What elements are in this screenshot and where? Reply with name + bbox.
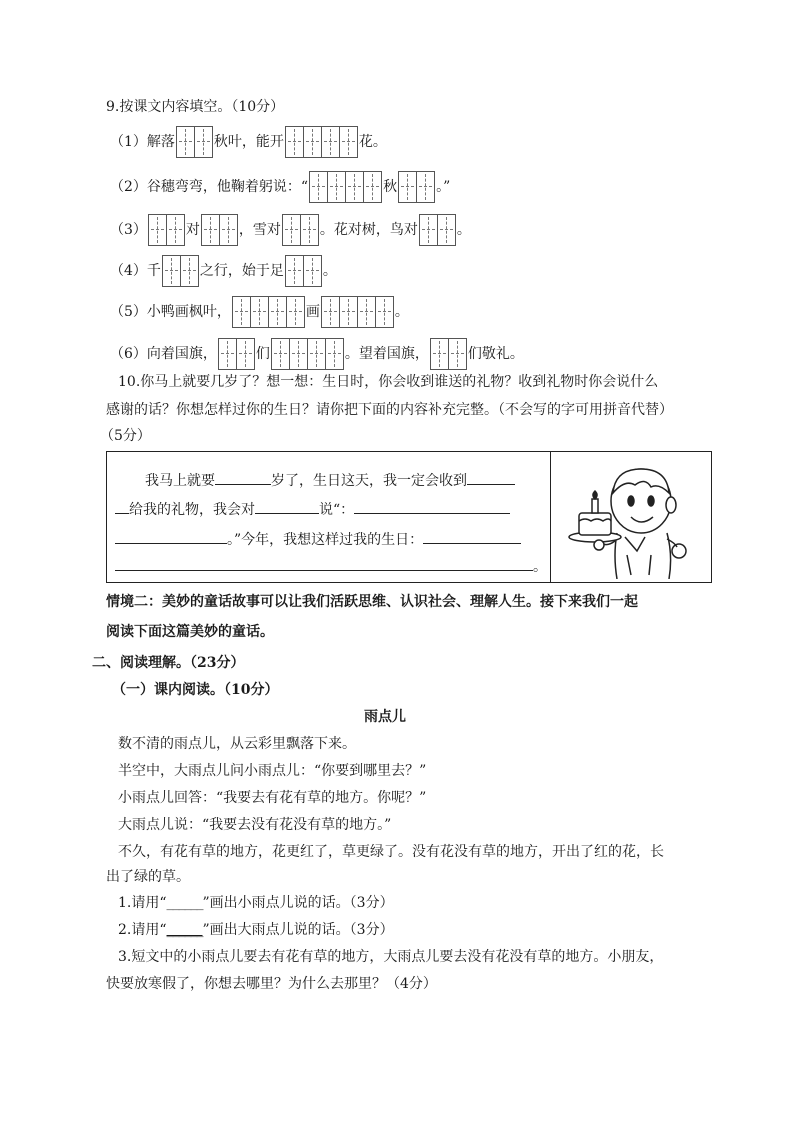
story-paragraph: 不久，有花有草的地方，花更红了，草更绿了。没有花没有草的地方，开出了红的花，长 <box>118 844 664 860</box>
thanks-blank[interactable] <box>354 499 510 514</box>
tian-grid[interactable] <box>321 296 394 328</box>
tian-grid[interactable] <box>218 338 255 370</box>
tian-grid[interactable] <box>176 126 213 158</box>
section2-subtitle: （一）课内阅读。（10分） <box>112 682 279 698</box>
reading-question-2: 2.请用“______”画出大雨点儿说的话。（3分） <box>118 922 394 938</box>
tian-grid[interactable] <box>201 214 238 246</box>
section2-title: 二、阅读理解。（23分） <box>92 655 245 671</box>
reading-question-3-line2: 快要放寒假了，你想去哪里？为什么去那里？（4分） <box>106 976 437 992</box>
birthday-fill-box: 我马上就要 岁了，生日这天，我一定会收到 给我的礼物，我会对 说“： 。”今年，我想这样过我的生日： 。 <box>106 451 712 583</box>
plan-blank[interactable] <box>423 529 521 544</box>
situation-line2: 阅读下面这篇美妙的童话。 <box>106 624 274 640</box>
tian-grid[interactable] <box>232 296 305 328</box>
tian-grid[interactable] <box>430 338 467 370</box>
story-paragraph: 大雨点儿说：“我要去没有花没有草的地方。” <box>118 817 392 833</box>
giver-blank[interactable] <box>467 470 515 485</box>
q9-title: 9.按课文内容填空。（10分） <box>106 99 285 115</box>
tian-grid[interactable] <box>309 171 382 203</box>
story-title: 雨点儿 <box>364 709 406 725</box>
story-paragraph: 出了绿的草。 <box>106 869 190 885</box>
q9-item-1: （1）解落 秋叶，能开 花。 <box>110 126 387 158</box>
tian-grid[interactable] <box>271 338 344 370</box>
item-number: （1） <box>110 134 147 150</box>
q9-item-3: （3） 对 ，雪对 。花对树，鸟对 。 <box>110 214 471 246</box>
story-paragraph: 数不清的雨点儿，从云彩里飘落下来。 <box>118 736 356 752</box>
situation-line1: 情境二：美妙的童话故事可以让我们活跃思维、认识社会、理解人生。接下来我们一起 <box>106 594 638 610</box>
q9-item-6: （6）向着国旗， 们 。望着国旗， 们敬礼。 <box>110 338 524 370</box>
tian-grid[interactable] <box>148 214 185 246</box>
box-divider <box>550 452 551 582</box>
tian-grid[interactable] <box>398 171 435 203</box>
tian-grid[interactable] <box>285 255 322 287</box>
tian-grid[interactable] <box>419 214 456 246</box>
story-paragraph: 半空中，大雨点儿问小雨点儿：“你要到哪里去？” <box>118 763 427 779</box>
birthday-boy-illustration <box>555 455 705 579</box>
q9-item-2: （2）谷穗弯弯，他鞠着躬说：“ 秋 。” <box>110 171 450 203</box>
recipient-blank[interactable] <box>255 499 319 514</box>
story-paragraph: 小雨点儿回答：“我要去有花有草的地方。你呢？” <box>118 790 427 806</box>
tian-grid[interactable] <box>282 214 319 246</box>
reading-question-1: 1.请用“______”画出小雨点儿说的话。（3分） <box>118 895 394 911</box>
q10-prompt-line2: 感谢的话？你想怎样过你的生日？请你把下面的内容补充完整。（不会写的字可用拼音代替） <box>106 402 673 418</box>
q10-score: （5分） <box>100 428 151 444</box>
age-blank[interactable] <box>215 470 271 485</box>
tian-grid[interactable] <box>285 126 358 158</box>
q9-item-4: （4）千 之行，始于足 。 <box>110 255 337 287</box>
q10-prompt-line1: 10.你马上就要几岁了？想一想：生日时，你会收到谁送的礼物？收到礼物时你会说什么 <box>118 374 659 390</box>
reading-question-3-line1: 3.短文中的小雨点儿要去有花有草的地方，大雨点儿要去没有花没有草的地方。小朋友， <box>118 949 664 965</box>
tian-grid[interactable] <box>162 255 199 287</box>
q9-item-5: （5）小鸭画枫叶， 画 。 <box>110 296 409 328</box>
